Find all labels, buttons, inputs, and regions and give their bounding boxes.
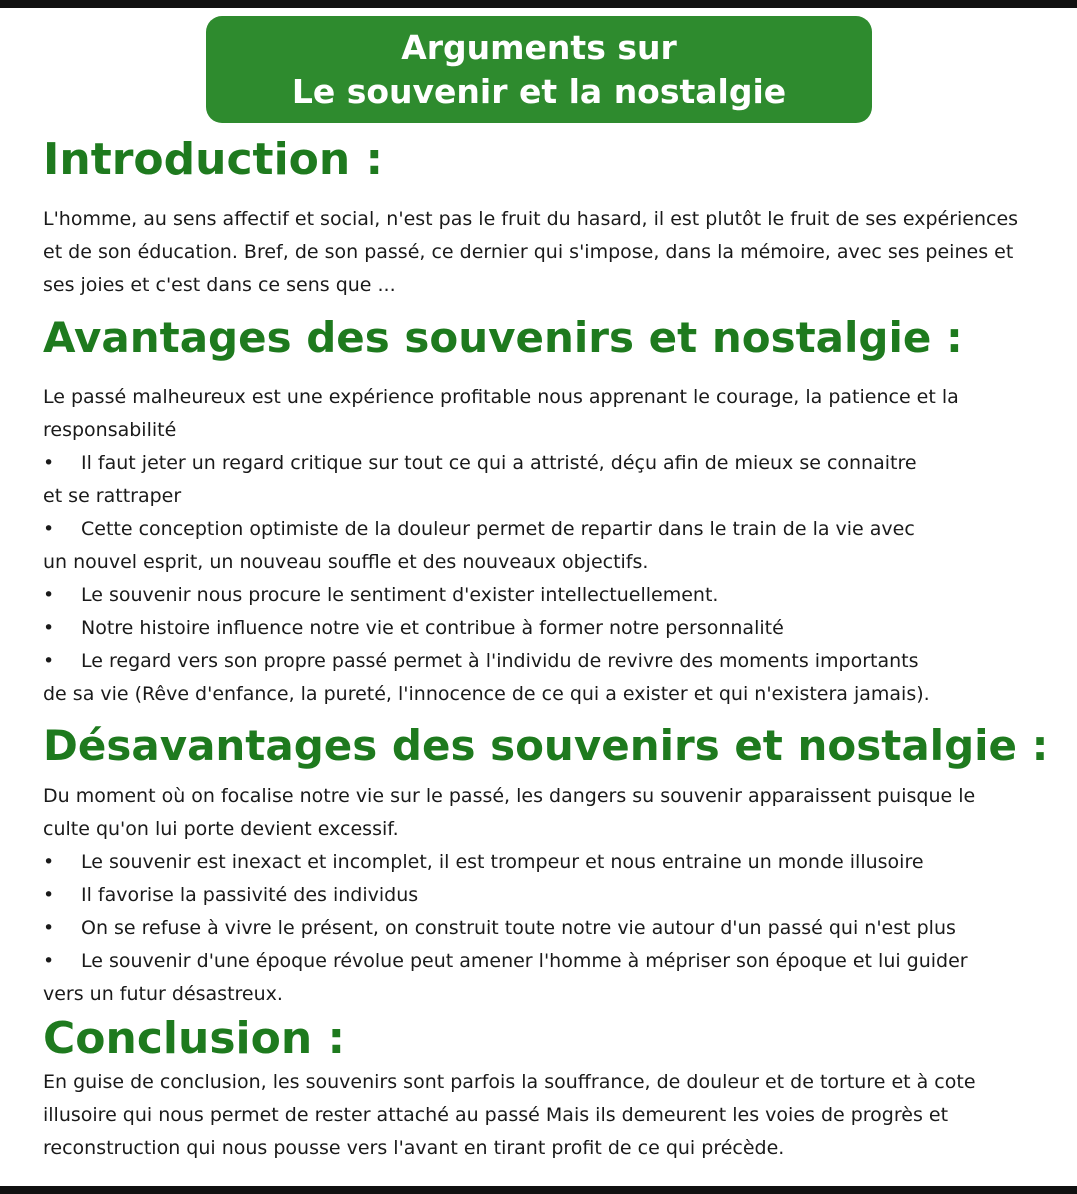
desavantages-bullet-item: [43, 912, 1068, 945]
bullet-icon: •: [43, 950, 55, 972]
heading-desavantages: Désavantages des souvenirs et nostalgie :: [43, 721, 1049, 770]
conclusion-line: illusoire qui nous permet de rester attaché au passé Mais ils demeurent les voies de progrès et: [43, 1104, 949, 1126]
bullet-icon: •: [43, 584, 55, 606]
bullet-icon: •: [43, 917, 55, 939]
avantages-bullet-item: [43, 513, 1068, 546]
bullet-continuation: vers un futur désastreux.: [43, 983, 283, 1005]
avantages-bullet-item: [43, 579, 1068, 612]
title-line-2: Le souvenir et la nostalgie: [291, 71, 787, 111]
heading-conclusion: Conclusion :: [43, 1013, 346, 1064]
bullet-icon: •: [43, 452, 55, 474]
heading-avantages: Avantages des souvenirs et nostalgie :: [43, 313, 963, 362]
conclusion-line: reconstruction qui nous pousse vers l'avant en tirant profit de ce qui précède.: [43, 1137, 785, 1159]
avantages-section: [43, 381, 1068, 711]
bullet-text: Le souvenir nous procure le sentiment d'exister intellectuellement.: [81, 584, 719, 606]
introduction-line: L'homme, au sens affectif et social, n'est pas le fruit du hasard, il est plutôt le fruit de ses expériences: [43, 208, 1019, 230]
introduction-line: et de son éducation. Bref, de son passé, ce dernier qui s'impose, dans la mémoire, avec ses peines et: [43, 241, 1014, 263]
bottom-edge-bar: [0, 1186, 1077, 1194]
title-line-1: Arguments sur: [401, 27, 677, 67]
top-edge-bar: [0, 0, 1077, 8]
desavantages-intro-line: culte qu'on lui porte devient excessif.: [43, 818, 399, 840]
bullet-text: Cette conception optimiste de la douleur permet de repartir dans le train de la vie avec: [81, 518, 915, 540]
avantages-bullet-item: [43, 645, 1068, 678]
conclusion-paragraph: [43, 1066, 1068, 1165]
bullet-text: Notre histoire influence notre vie et contribue à former notre personnalité: [81, 617, 784, 639]
introduction-paragraph: [43, 203, 1068, 302]
avantages-intro-line: Le passé malheureux est une expérience profitable nous apprenant le courage, la patience et la: [43, 386, 959, 408]
bullet-text: On se refuse à vivre le présent, on construit toute notre vie autour d'un passé qui n'est plus: [81, 917, 956, 939]
bullet-text: Il favorise la passivité des individus: [81, 884, 419, 906]
bullet-text: Le souvenir d'une époque révolue peut amener l'homme à mépriser son époque et lui guider: [81, 950, 968, 972]
bullet-icon: •: [43, 617, 55, 639]
avantages-bullet-item: [43, 612, 1068, 645]
bullet-continuation: un nouvel esprit, un nouveau souffle et des nouveaux objectifs.: [43, 551, 649, 573]
bullet-text: Le souvenir est inexact et incomplet, il est trompeur et nous entraine un monde illusoire: [81, 851, 924, 873]
introduction-line: ses joies et c'est dans ce sens que ...: [43, 274, 396, 296]
bullet-icon: •: [43, 650, 55, 672]
bullet-icon: •: [43, 884, 55, 906]
bullet-continuation: et se rattraper: [43, 485, 182, 507]
avantages-bullet-item: [43, 447, 1068, 480]
bullet-continuation: de sa vie (Rêve d'enfance, la pureté, l'innocence de ce qui a exister et qui n'existera jamais).: [43, 683, 930, 705]
desavantages-section: [43, 780, 1068, 1011]
desavantages-bullet-item: [43, 846, 1068, 879]
conclusion-line: En guise de conclusion, les souvenirs sont parfois la souffrance, de douleur et de torture et à cote: [43, 1071, 976, 1093]
bullet-text: Il faut jeter un regard critique sur tout ce qui a attristé, déçu afin de mieux se connaitre: [81, 452, 917, 474]
title-banner: [206, 16, 872, 123]
desavantages-bullet-item: [43, 945, 1068, 978]
avantages-intro-line: responsabilité: [43, 419, 177, 441]
bullet-text: Le regard vers son propre passé permet à l'individu de revivre des moments importants: [81, 650, 919, 672]
bullet-icon: •: [43, 851, 55, 873]
bullet-icon: •: [43, 518, 55, 540]
desavantages-intro-line: Du moment où on focalise notre vie sur le passé, les dangers su souvenir apparaissent puisque le: [43, 785, 976, 807]
desavantages-bullet-item: [43, 879, 1068, 912]
heading-introduction: Introduction :: [43, 134, 384, 185]
